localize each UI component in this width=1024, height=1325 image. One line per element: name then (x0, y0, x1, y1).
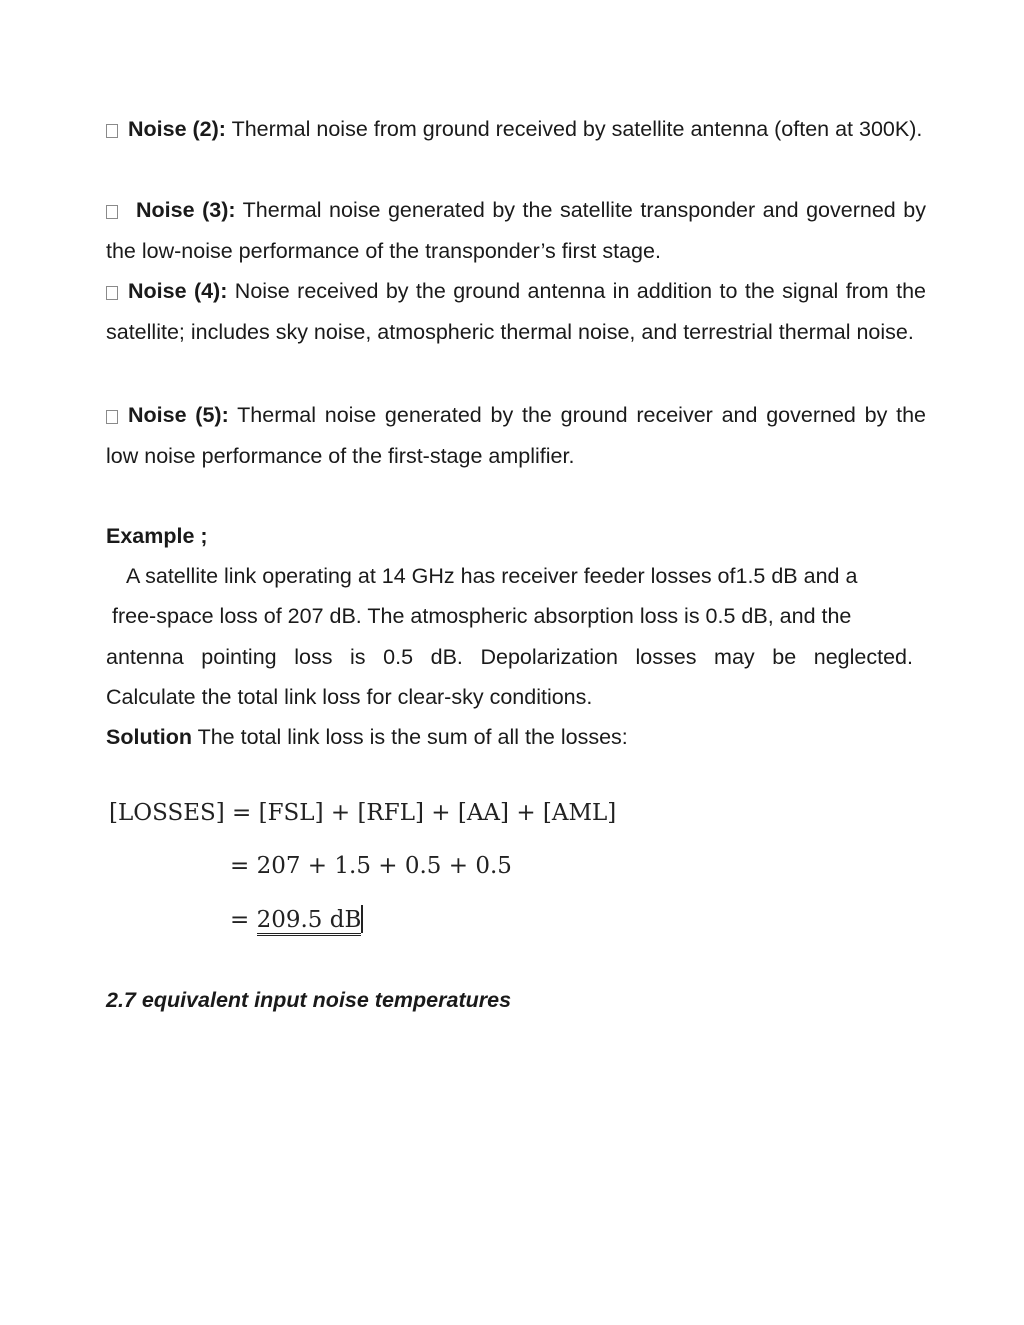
noise-label: Noise (2): (128, 117, 226, 141)
formula-result: 209.5 dB (257, 907, 362, 936)
noise-text: Thermal noise generated by the satellite transponder and governed by the low-noise performance of the transponder’s first stage. (106, 198, 926, 263)
example-line: A satellite link operating at 14 GHz has receiver feeder losses of1.5 dB and a (126, 564, 858, 588)
example-line: antenna pointing loss is 0.5 dB. Depolarization losses may be neglected. (106, 645, 913, 669)
noise-item-4 (106, 271, 926, 352)
solution-label: Solution (106, 725, 192, 749)
bullet-box-icon (106, 124, 118, 138)
noise-item-3 (106, 190, 926, 271)
noise-label: Noise (5): (128, 403, 229, 427)
section-heading: 2.7 equivalent input noise temperatures (106, 988, 512, 1012)
solution-line (106, 725, 628, 750)
noise-item-2 (106, 109, 926, 150)
text-cursor (361, 905, 363, 933)
formula-line-3 (230, 905, 363, 933)
solution-text: The total link loss is the sum of all the losses: (197, 725, 628, 749)
noise-label: Noise (3): (136, 198, 236, 222)
formula-line-1: [LOSSES] = [FSL] + [RFL] + [AA] + [AML] (109, 800, 617, 826)
formula-line-2: = 207 + 1.5 + 0.5 + 0.5 (230, 853, 512, 879)
bullet-box-icon (106, 410, 118, 424)
noise-text: Thermal noise from ground received by satellite antenna (often at 300K). (231, 117, 923, 141)
example-line: free-space loss of 207 dB. The atmospheric absorption loss is 0.5 dB, and the (112, 604, 852, 628)
noise-label: Noise (4): (128, 279, 228, 303)
example-heading: Example ; (106, 524, 208, 548)
noise-text: Noise received by the ground antenna in addition to the signal from the satellite; includes sky noise, atmospheric thermal noise, and terrestrial thermal noise. (106, 279, 926, 344)
example-line: Calculate the total link loss for clear-sky conditions. (106, 685, 593, 709)
noise-item-5 (106, 395, 926, 476)
noise-text: Thermal noise generated by the ground receiver and governed by the low noise performance of the first-stage amplifier. (106, 403, 926, 468)
bullet-box-icon (106, 205, 118, 219)
formula-equals: = (230, 907, 250, 933)
bullet-box-icon (106, 286, 118, 300)
